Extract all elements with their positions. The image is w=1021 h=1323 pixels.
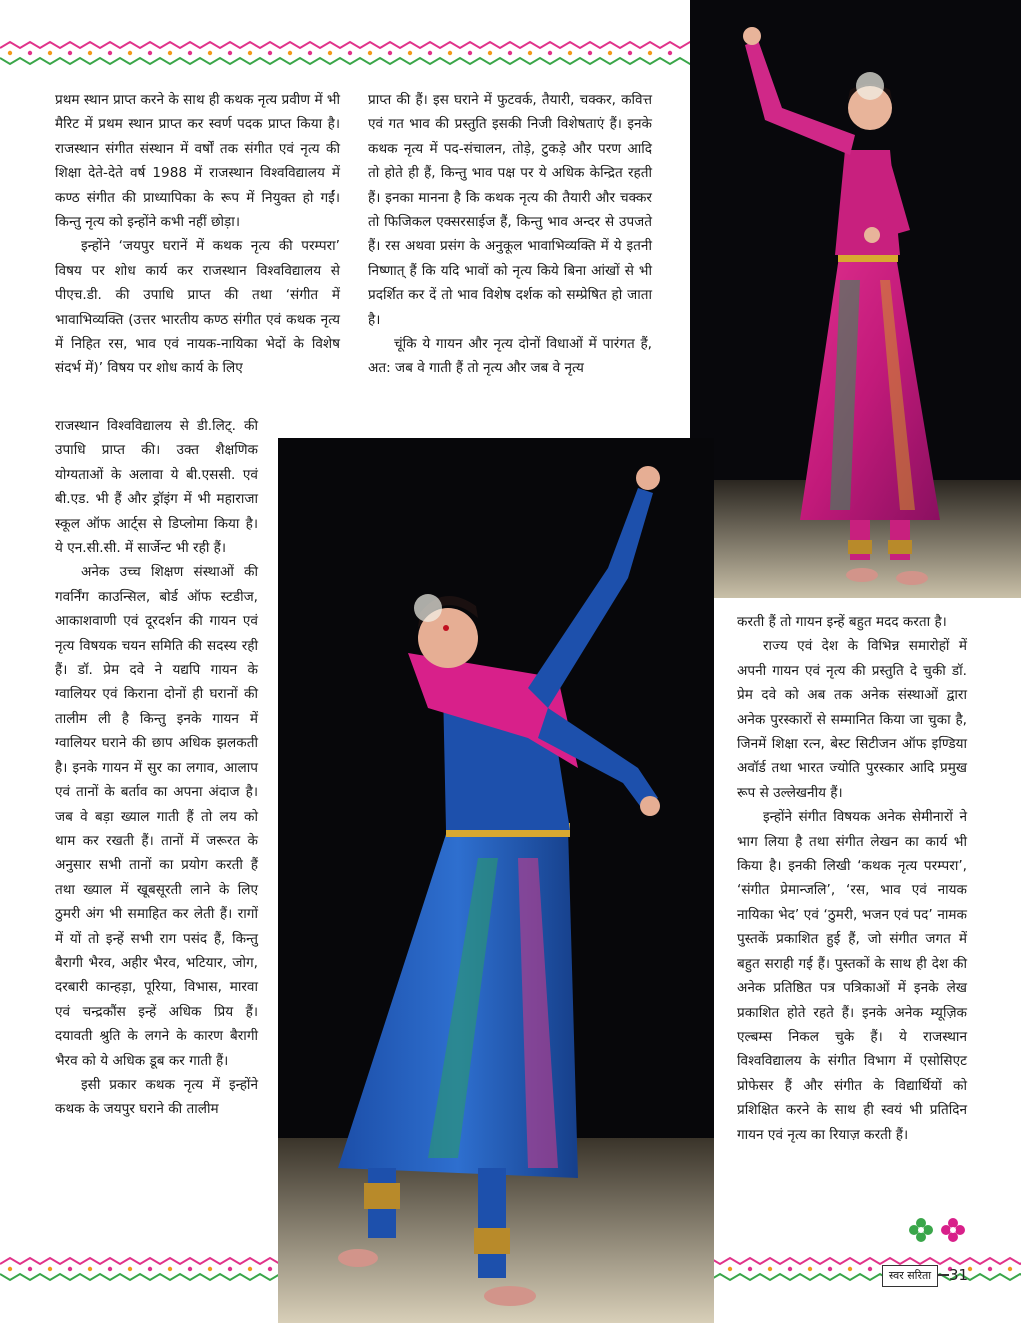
paragraph: प्राप्त की हैं। इस घराने में फुटवर्क, तैयारी, चक्कर, कवित्त एवं गत भाव की प्रस्तुति इसकी निजी विशेषताएं हैं। इनके कथक नृत्य में पद-संचालन, तोड़े, टुकड़े और परण आदि तो होते ही हैं, किन्तु भाव पक्ष पर ये अधिक केन्द्रित रहती हैं। इनका मानना है कि कथक नृत्य की तैयारी और चक्कर तो फिजिकल एक्सरसाईज हैं, किन्तु भाव अन्दर से उपजते हैं। रस अथवा प्रसंग के अनुकूल भावाभिव्यक्ति में ये इतनी निष्णात् हैं कि यदि भावों को नृत्य किये बिना आंखों से भी प्रदर्शित कर दें तो भाव विशेष दर्शक को सम्प्रेषित हो जाता है। bbox=[368, 92, 652, 328]
middle-column bbox=[368, 88, 652, 381]
paragraph: राजस्थान विश्वविद्यालय से डी.लिट्. की उपाधि प्राप्त की। उक्त शैक्षणिक योग्यताओं के अलावा ये बी.एससी. एवं बी.एड. भी हैं और ड्रॉइंग में भी महाराजा स्कूल ऑफ आर्ट्स से डिप्लोमा किया है। ये एन.सी.सी. में सार्जेन्ट भी रही हैं। bbox=[55, 418, 258, 557]
dancer-photo-pink bbox=[690, 0, 1021, 598]
paragraph: राज्य एवं देश के विभिन्न समारोहों में अपनी गायन एवं नृत्य की प्रस्तुति दे चुकी डॉ. प्रेम दवे को अब तक अनेक संस्थाओं द्वारा अनेक पुरस्कारों से सम्मानित किया जा चुका है, जिनमें शिक्षा रत्न, बेस्ट सिटीजन ऑफ इण्डिया अवॉर्ड तथा भारत ज्योति पुरस्कार आदि प्रमुख रूप से उल्लेखनीय हैं। bbox=[737, 638, 967, 801]
paragraph: चूंकि ये गायन और नृत्य दोनों विधाओं में पारंगत हैं, अत: जब वे गाती हैं तो नृत्य और जब वे नृत्य bbox=[368, 336, 652, 377]
flower-icon bbox=[941, 1218, 965, 1242]
page-footer bbox=[882, 1265, 972, 1287]
flower-icon bbox=[909, 1218, 933, 1242]
left-column-narrow bbox=[55, 414, 258, 1122]
paragraph: इन्होंने संगीत विषयक अनेक सेमीनारों ने भाग लिया है तथा संगीत लेखन का कार्य भी किया है। इनकी लिखी ‘कथक नृत्य परम्परा’, ‘संगीत प्रेमान्जलि’, ‘रस, भाव एवं नायक नायिका भेद’ एवं ‘ठुमरी, भजन एवं पद’ नामक पुस्तकें प्रकाशित हुई हैं, जो संगीत जगत में बहुत सराही गई हैं। पुस्तकों के साथ ही देश की अनेक प्रतिष्ठित पत्र पत्रिकाओं में इनके लेख प्रकाशित होते रहते हैं। इनके अनेक म्यूज़िक एल्बम्स निकल चुके हैं। ये राजस्थान विश्वविद्यालय के संगीत विभाग में एसोसिएट प्रोफेसर हैं और संगीत के विद्यार्थियों को प्रशिक्षित करने के साथ ही स्वयं भी प्रतिदिन गायन एवं नृत्य का रियाज़ करती हैं। bbox=[737, 809, 967, 1143]
paragraph: प्रथम स्थान प्राप्त करने के साथ ही कथक नृत्य प्रवीण में भी मैरिट में प्रथम स्थान प्राप्त कर स्वर्ण पदक प्राप्त किया है। राजस्थान संगीत संस्थान में वर्षों तक संगीत एवं नृत्य की शिक्षा देते-देते वर्ष 1988 में राजस्थान विश्वविद्यालय में कण्ठ संगीत की प्राध्यापिका के रूप में नियुक्त हो गईं। किन्तु नृत्य को इन्होंने कभी नहीं छोड़ा। bbox=[55, 92, 340, 231]
arrow-icon bbox=[937, 1274, 949, 1276]
left-column-top bbox=[55, 88, 340, 381]
paragraph: करती हैं तो गायन इन्हें बहुत मदद करता है। bbox=[737, 614, 947, 630]
paragraph: इसी प्रकार कथक नृत्य में इन्होंने कथक के जयपुर घराने की तालीम bbox=[55, 1076, 258, 1118]
flower-ornament bbox=[906, 1215, 970, 1245]
right-column bbox=[737, 610, 967, 1147]
paragraph: अनेक उच्च शिक्षण संस्थाओं की गवर्निंग काउन्सिल, बोर्ड ऑफ स्टडीज, आकाशवाणी एवं दूरदर्शन की गायन एवं नृत्य विषयक चयन समिति की सदस्य रही हैं। डॉ. प्रेम दवे ने यद्यपि गायन के ग्वालियर एवं किराना दोनों ही घरानों की तालीम ली है किन्तु इनके गायन में ग्वालियर घराने की छाप अधिक झलकती है। इनके गायन में सुर का लगाव, आलाप एवं तानों के बर्ताव का अपना अंदाज है। जब वे बड़ा ख्याल गाती हैं तो लय को थाम कर रखती हैं। तानों में जरूरत के अनुसार सभी तानों का प्रयोग करती हैं तथा ख्याल में खूबसूरती लाने के लिए ठुमरी अंग भी समाहित कर लेती हैं। रागों में यों तो इन्हें सभी राग पसंद हैं, किन्तु बैरागी भैरव, अहीर भैरव, भटियार, जोग, दरबारी कान्हड़ा, पूरिया, विभास, मारवा एवं चन्द्रकौंस इन्हें अधिक प्रिय हैं। दयावती श्रुति के लगने के कारण बैरागी भैरव को ये अधिक डूब कर गाती हैं। bbox=[55, 564, 258, 1069]
top-border bbox=[0, 36, 690, 70]
magazine-name: स्वर सरिता bbox=[882, 1265, 938, 1287]
page-number: 31 bbox=[949, 1266, 969, 1284]
paragraph: इन्होंने ‘जयपुर घरानें में कथक नृत्य की परम्परा’ विषय पर शोध कार्य कर राजस्थान विश्वविद्यालय से पीएच.डी. की उपाधि प्राप्त की तथा ‘संगीत में भावाभिव्यक्ति (उत्तर भारतीय कण्ठ संगीत एवं कथक नृत्य में निहित रस, भाव एवं नायक-नायिका भेदों के विशेष संदर्भ में)’ विषय पर शोध कार्य के लिए bbox=[55, 238, 340, 377]
dancer-photo-blue bbox=[278, 438, 714, 1323]
